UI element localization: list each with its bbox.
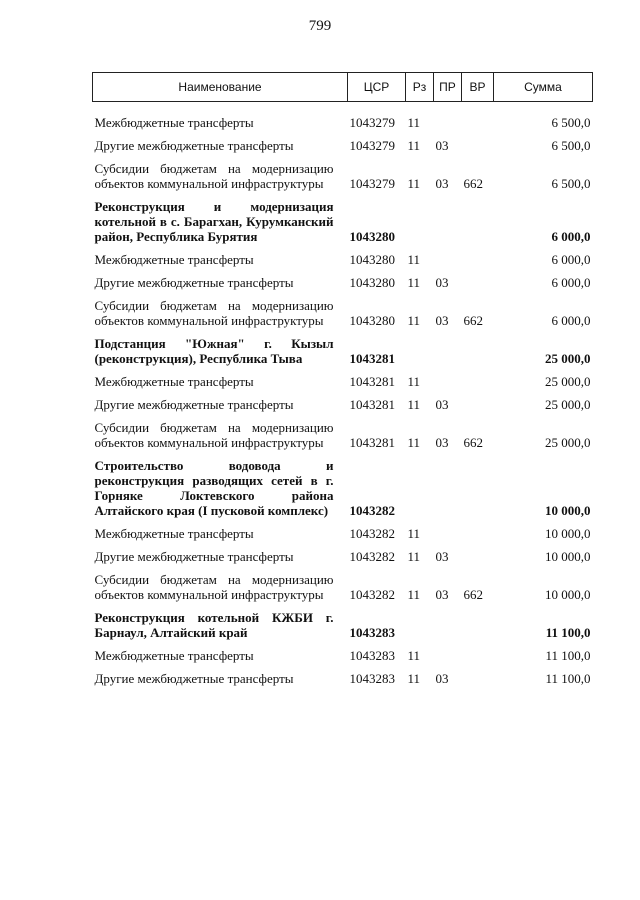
cell-csr: 1043283 <box>349 648 395 663</box>
cell-name: Субсидии бюджетам на модернизацию объектов коммунальной инфраструктуры <box>94 161 334 191</box>
cell-pr: 03 <box>435 138 449 153</box>
cell-name: Другие межбюджетные трансферты <box>94 671 294 686</box>
cell-name: Другие межбюджетные трансферты <box>94 397 294 412</box>
cell-vr <box>462 607 494 645</box>
cell-sum: 10 000,0 <box>545 549 591 564</box>
table-row-object <box>93 607 593 645</box>
cell-name: Другие межбюджетные трансферты <box>94 275 294 290</box>
table-row <box>93 523 593 546</box>
table-row <box>93 295 593 333</box>
cell-sum: 6 000,0 <box>551 229 591 244</box>
cell-pr <box>434 523 462 546</box>
table-row <box>93 394 593 417</box>
table-row-object <box>93 196 593 249</box>
cell-vr <box>462 333 494 371</box>
cell-rz: 11 <box>407 587 421 602</box>
cell-vr <box>462 371 494 394</box>
cell-sum: 11 100,0 <box>545 671 591 686</box>
cell-sum: 6 500,0 <box>551 115 591 130</box>
cell-name: Межбюджетные трансферты <box>94 374 254 389</box>
cell-vr <box>462 196 494 249</box>
cell-rz: 11 <box>407 549 421 564</box>
cell-vr <box>462 112 494 135</box>
cell-sum: 6 000,0 <box>551 313 591 328</box>
cell-pr <box>434 455 462 523</box>
cell-sum: 25 000,0 <box>545 435 591 450</box>
cell-name: Субсидии бюджетам на модернизацию объектов коммунальной инфраструктуры <box>94 572 334 602</box>
cell-pr <box>434 333 462 371</box>
cell-sum: 25 000,0 <box>545 374 591 389</box>
cell-name: Межбюджетные трансферты <box>94 648 254 663</box>
cell-csr: 1043281 <box>349 435 395 450</box>
table-row <box>93 569 593 607</box>
cell-csr: 1043279 <box>349 115 395 130</box>
cell-pr: 03 <box>435 397 449 412</box>
cell-name: Субсидии бюджетам на модернизацию объектов коммунальной инфраструктуры <box>94 298 334 328</box>
cell-vr <box>462 272 494 295</box>
cell-name: Реконструкция котельной КЖБИ г. Барнаул, Алтайский край <box>94 610 334 640</box>
table-row <box>93 645 593 668</box>
cell-pr <box>434 196 462 249</box>
cell-csr: 1043280 <box>349 229 395 244</box>
cell-rz: 11 <box>407 115 421 130</box>
cell-rz <box>406 607 434 645</box>
cell-pr: 03 <box>435 313 449 328</box>
cell-rz: 11 <box>407 252 421 267</box>
cell-rz <box>406 455 434 523</box>
cell-csr: 1043282 <box>349 503 395 518</box>
cell-csr: 1043282 <box>349 587 395 602</box>
cell-rz: 11 <box>407 397 421 412</box>
page-number: 799 <box>308 18 332 34</box>
cell-pr: 03 <box>435 671 449 686</box>
cell-rz: 11 <box>407 275 421 290</box>
cell-vr <box>462 668 494 691</box>
cell-rz: 11 <box>407 648 421 663</box>
budget-table <box>92 72 593 691</box>
cell-csr: 1043281 <box>349 374 395 389</box>
cell-rz: 11 <box>407 374 421 389</box>
table-row <box>93 135 593 158</box>
cell-vr <box>462 394 494 417</box>
cell-vr: 662 <box>463 435 483 450</box>
header-name: Наименование <box>93 73 348 102</box>
header-vr: ВР <box>462 73 494 102</box>
cell-rz: 11 <box>407 435 421 450</box>
cell-vr <box>462 523 494 546</box>
cell-sum: 6 500,0 <box>551 138 591 153</box>
cell-csr: 1043279 <box>349 176 395 191</box>
cell-vr: 662 <box>463 176 483 191</box>
table-row <box>93 668 593 691</box>
cell-name: Межбюджетные трансферты <box>94 252 254 267</box>
cell-rz: 11 <box>407 176 421 191</box>
cell-vr <box>462 645 494 668</box>
cell-rz <box>406 196 434 249</box>
header-csr: ЦСР <box>348 73 406 102</box>
header-sum: Сумма <box>494 73 593 102</box>
cell-pr: 03 <box>435 275 449 290</box>
table-row <box>93 249 593 272</box>
cell-sum: 11 100,0 <box>545 648 591 663</box>
cell-rz: 11 <box>407 526 421 541</box>
cell-pr: 03 <box>435 549 449 564</box>
cell-pr <box>434 371 462 394</box>
cell-csr: 1043280 <box>349 252 395 267</box>
cell-sum: 10 000,0 <box>545 503 591 518</box>
cell-csr: 1043281 <box>349 397 395 412</box>
cell-csr: 1043282 <box>349 526 395 541</box>
cell-vr: 662 <box>463 587 483 602</box>
table-row <box>93 371 593 394</box>
cell-name: Субсидии бюджетам на модернизацию объектов коммунальной инфраструктуры <box>94 420 334 450</box>
cell-name: Реконструкция и модернизация котельной в с. Барагхан, Курумканский район, Республика Бурятия <box>94 199 334 244</box>
table-row-object <box>93 455 593 523</box>
cell-rz <box>406 333 434 371</box>
cell-pr: 03 <box>435 587 449 602</box>
cell-csr: 1043281 <box>349 351 395 366</box>
cell-name: Другие межбюджетные трансферты <box>94 138 294 153</box>
cell-name: Межбюджетные трансферты <box>94 526 254 541</box>
cell-vr <box>462 135 494 158</box>
cell-name: Межбюджетные трансферты <box>94 115 254 130</box>
cell-csr: 1043283 <box>349 625 395 640</box>
cell-csr: 1043282 <box>349 549 395 564</box>
cell-csr: 1043279 <box>349 138 395 153</box>
cell-pr <box>434 645 462 668</box>
cell-csr: 1043283 <box>349 671 395 686</box>
cell-name: Строительство водовода и реконструкция разводящих сетей в г. Горняке Локтевского района Алтайского края (I пусковой комплекс) <box>94 458 334 518</box>
cell-csr: 1043280 <box>349 313 395 328</box>
cell-sum: 10 000,0 <box>545 526 591 541</box>
cell-name: Другие межбюджетные трансферты <box>94 549 294 564</box>
table-row <box>93 112 593 135</box>
table-row-object <box>93 333 593 371</box>
cell-vr: 662 <box>463 313 483 328</box>
cell-pr: 03 <box>435 435 449 450</box>
table-row <box>93 417 593 455</box>
table-row <box>93 272 593 295</box>
cell-sum: 25 000,0 <box>545 397 591 412</box>
cell-sum: 25 000,0 <box>545 351 591 366</box>
cell-rz: 11 <box>407 313 421 328</box>
cell-csr: 1043280 <box>349 275 395 290</box>
cell-sum: 10 000,0 <box>545 587 591 602</box>
table-row <box>93 546 593 569</box>
cell-pr <box>434 112 462 135</box>
cell-pr <box>434 607 462 645</box>
cell-pr: 03 <box>435 176 449 191</box>
cell-vr <box>462 546 494 569</box>
cell-sum: 6 000,0 <box>551 252 591 267</box>
header-pr: ПР <box>434 73 462 102</box>
header-rz: Рз <box>406 73 434 102</box>
table-body <box>93 112 593 691</box>
cell-rz: 11 <box>407 671 421 686</box>
table-row <box>93 158 593 196</box>
table-header <box>93 73 593 113</box>
cell-rz: 11 <box>407 138 421 153</box>
cell-sum: 6 500,0 <box>551 176 591 191</box>
cell-sum: 11 100,0 <box>545 625 591 640</box>
cell-vr <box>462 455 494 523</box>
cell-vr <box>462 249 494 272</box>
cell-name: Подстанция "Южная" г. Кызыл (реконструкция), Республика Тыва <box>94 336 334 366</box>
cell-sum: 6 000,0 <box>551 275 591 290</box>
cell-pr <box>434 249 462 272</box>
